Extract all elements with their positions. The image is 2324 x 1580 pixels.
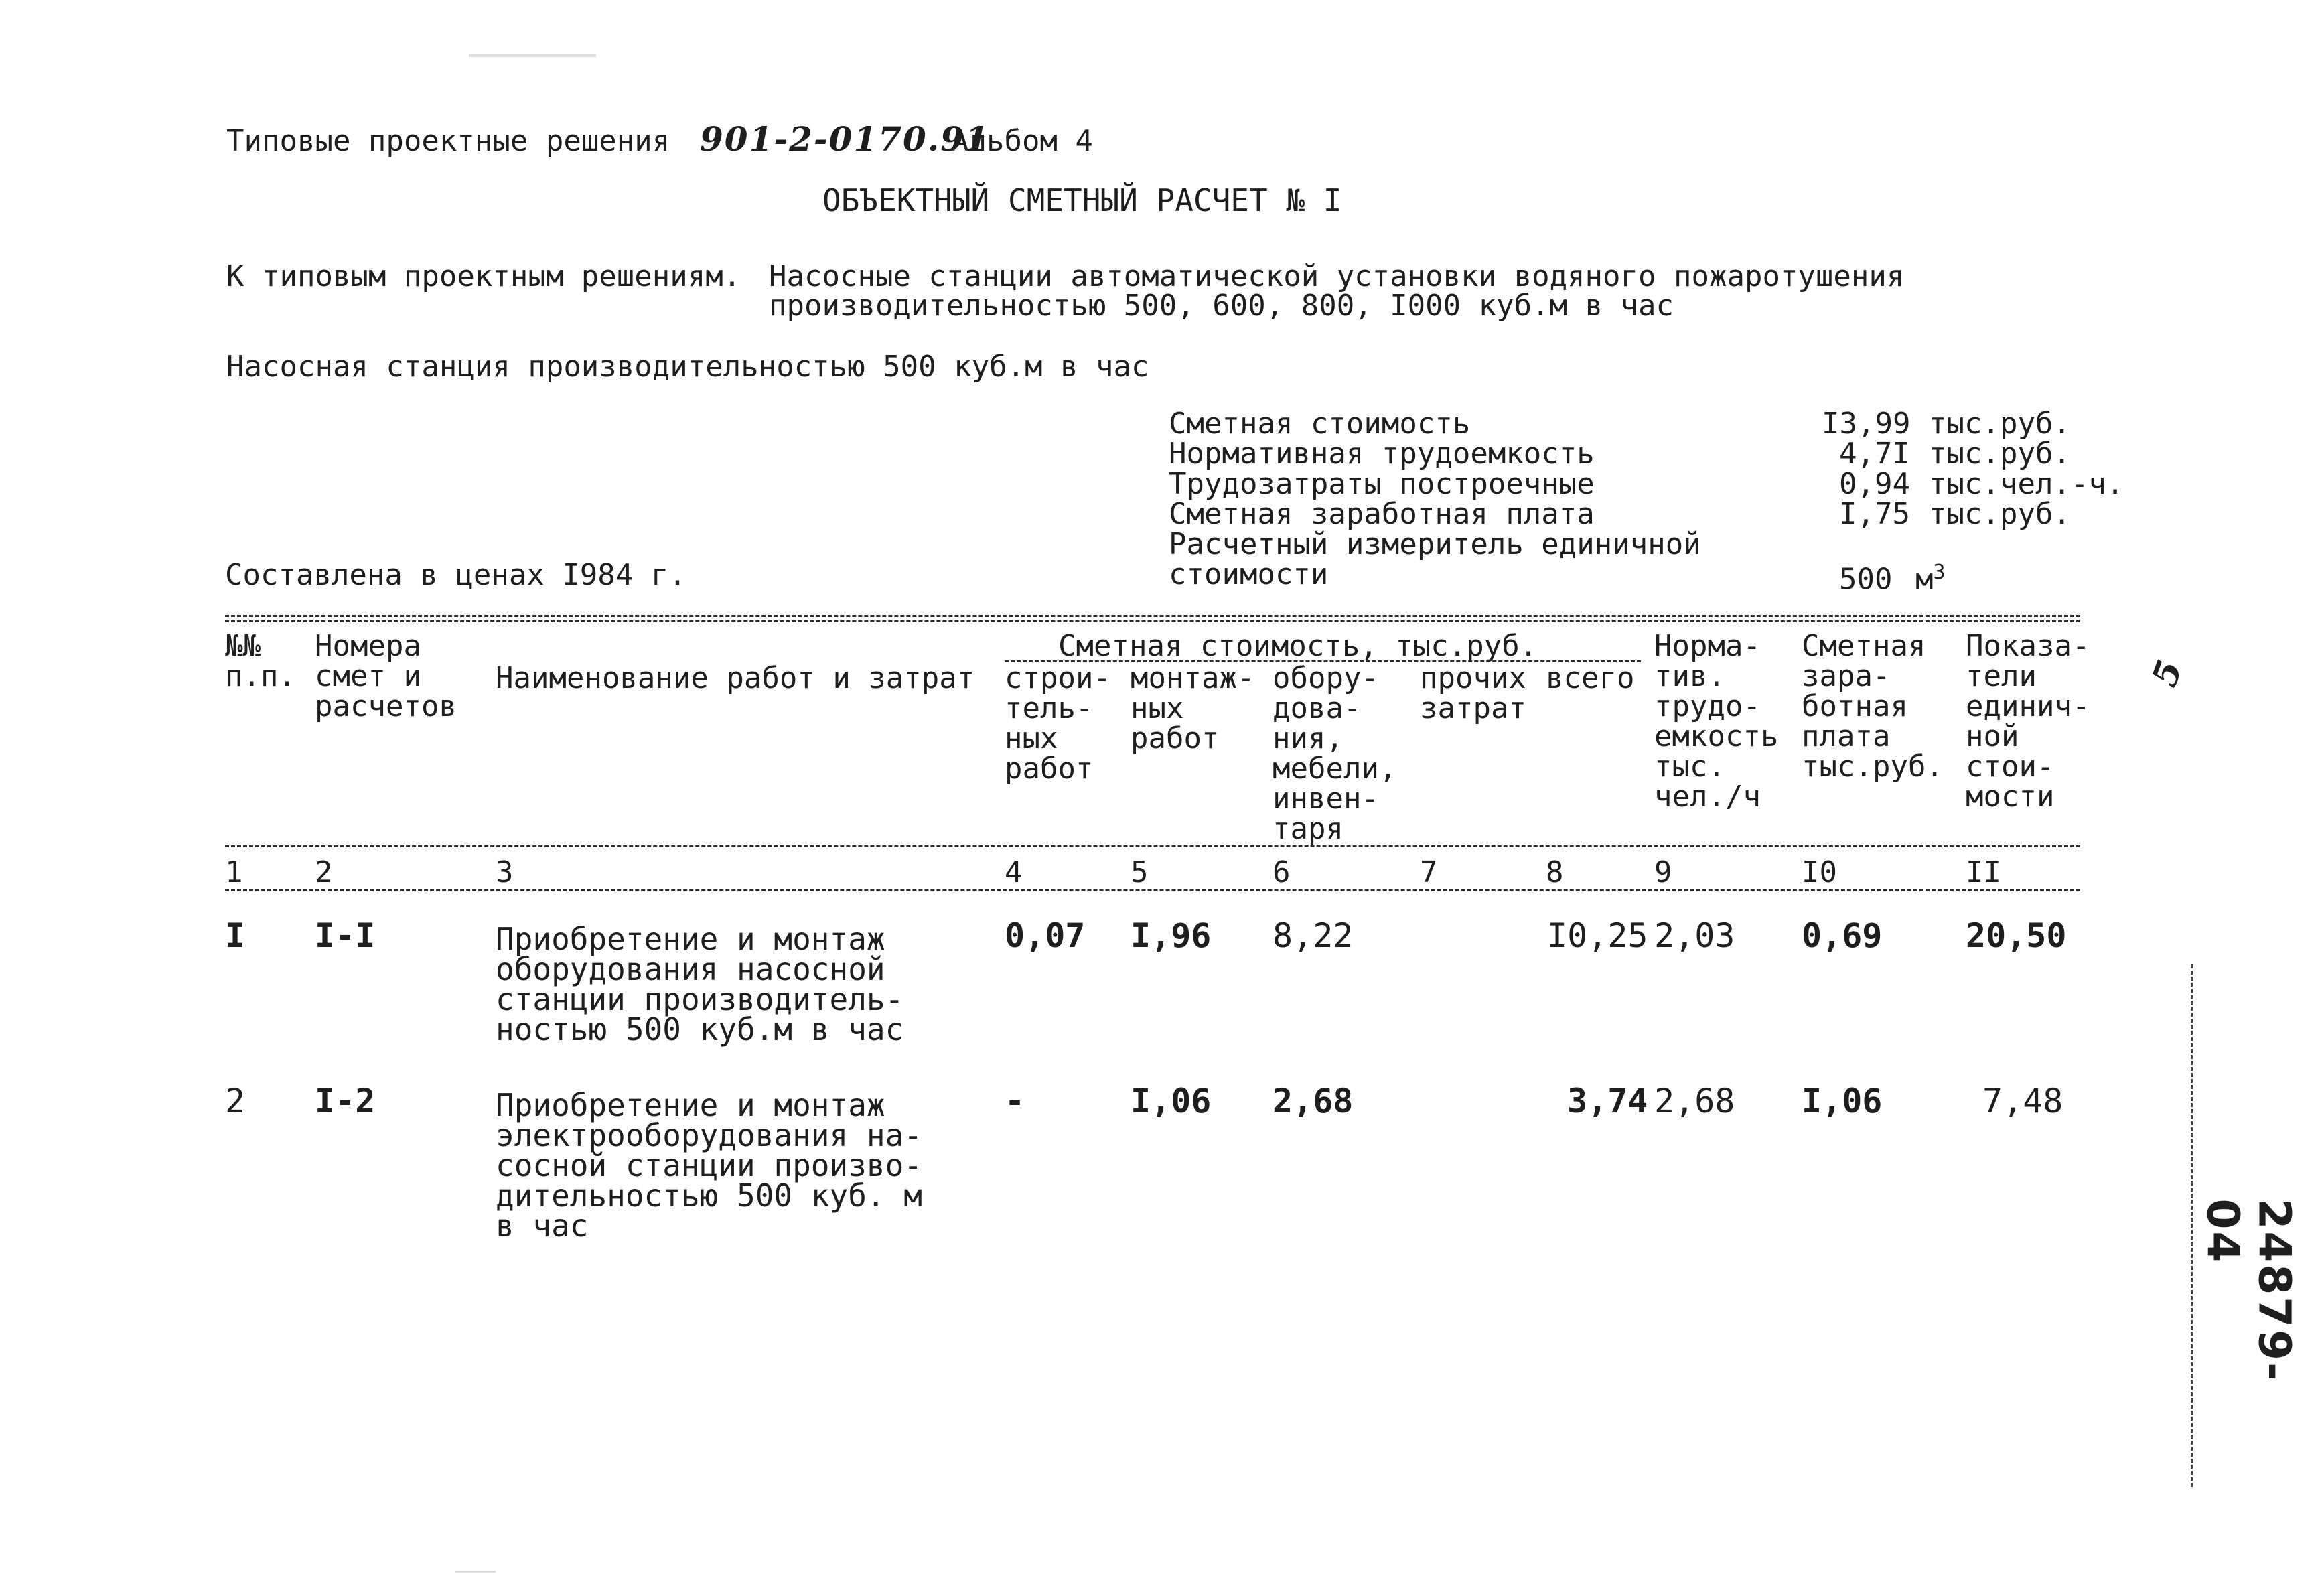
col-number: II: [1966, 855, 2001, 889]
col-number: 1: [225, 855, 243, 889]
row2-total: 3,74: [1567, 1082, 1648, 1121]
col-header-number: №№ п.п.: [225, 629, 296, 693]
col-number: 3: [496, 855, 514, 889]
subject-line-1: Насосные станции автоматической установки водяного пожаротушения: [769, 259, 1905, 293]
measure-label-1: Расчетный измеритель единичной: [1169, 527, 1701, 561]
album-label: Альбом 4: [951, 124, 1093, 158]
row1-unit-cost: 20,50: [1966, 916, 2067, 955]
summary-value: 4,7I: [1839, 437, 1910, 471]
row2-equipment: 2,68: [1273, 1082, 1354, 1121]
subject-line-2: производительностью 500, 600, 800, I000 куб.м в час: [769, 289, 1674, 323]
summary-unit: тыс.чел.-ч.: [1929, 467, 2124, 501]
summary-label: Сметная заработная плата: [1169, 497, 1595, 531]
row2-unit-cost: 7,48: [1982, 1082, 2063, 1121]
table-top-rule-2: [225, 620, 2080, 622]
subject-prefix: К типовым проектным решениям.: [226, 259, 741, 293]
summary-unit: тыс.руб.: [1929, 437, 2071, 471]
table-top-rule: [225, 615, 2080, 617]
row2-construction: -: [1005, 1082, 1025, 1121]
row2-mounting: I,06: [1131, 1082, 1212, 1121]
col-header-unit-cost: Показа- тели единич- ной стои- мости: [1966, 629, 2090, 814]
col-header-wage: Сметная зара- ботная плата тыс.руб.: [1802, 629, 1944, 784]
summary-label: Трудозатраты построечные: [1169, 467, 1595, 501]
station-title: Насосная станция производительностью 500 куб.м в час: [226, 350, 1149, 384]
col-number: 5: [1131, 855, 1149, 889]
measure-unit-power: 3: [1933, 561, 1946, 584]
row1-total: I0,25: [1547, 916, 1648, 955]
side-stamp: 24879-04: [2197, 1198, 2301, 1383]
document-title: ОБЪЕКТНЫЙ СМЕТНЫЙ РАСЧЕТ № I: [822, 182, 1342, 218]
row1-name: Приобретение и монтаж оборудования насосной станции производитель- ностью 500 куб.м в час: [496, 921, 904, 1048]
col-number: 2: [315, 855, 333, 889]
row1-wage: 0,69: [1802, 916, 1883, 955]
row1-equipment: 8,22: [1273, 916, 1354, 955]
group-header-cost: Сметная стоимость, тыс.руб.: [1058, 629, 1538, 663]
col-header-name: Наименование работ и затрат: [496, 661, 975, 695]
col-number: 4: [1005, 855, 1023, 889]
measure-label-2: стоимости: [1169, 557, 1329, 591]
summary-value: I3,99: [1822, 407, 1911, 441]
summary-value: I,75: [1839, 497, 1910, 531]
row2-labor: 2,68: [1654, 1082, 1735, 1121]
row1-number: I: [225, 916, 246, 955]
summary-value: 0,94: [1839, 467, 1910, 501]
row2-code: I-2: [315, 1082, 376, 1121]
col-number: 7: [1420, 855, 1438, 889]
row2-name: Приобретение и монтаж электрооборудования на- сосной станции произво- дительностью 500 куб. м в час: [496, 1087, 922, 1244]
col-number: 8: [1546, 855, 1564, 889]
row1-code: I-I: [315, 916, 376, 955]
col-number: 6: [1273, 855, 1291, 889]
binding-line: [2191, 964, 2193, 1487]
series-number: 901-2-0170.91: [700, 119, 990, 159]
col-number: I0: [1802, 855, 1837, 889]
col-number: 9: [1654, 855, 1672, 889]
row1-construction: 0,07: [1005, 916, 1086, 955]
compiled-note: Составлена в ценах I984 г.: [225, 558, 686, 592]
scan-smudge: [455, 1571, 496, 1573]
col-header-labor: Норма- тив. трудо- емкость тыс. чел./ч: [1654, 629, 1779, 814]
col-header-construction: строи- тель- ных работ: [1005, 661, 1111, 786]
measure-unit: м: [1915, 562, 1934, 597]
col-header-codes: Номера смет и расчетов: [315, 629, 457, 723]
summary-label: Сметная стоимость: [1169, 407, 1471, 441]
summary-unit: тыс.руб.: [1929, 497, 2071, 531]
row2-wage: I,06: [1802, 1082, 1883, 1121]
series-label: Типовые проектные решения: [226, 124, 670, 158]
measure-number: 500: [1839, 562, 1893, 597]
scan-smudge: [469, 54, 596, 57]
row1-labor: 2,03: [1654, 916, 1735, 955]
col-header-equipment: обору- дова- ния, мебели, инвен- таря: [1273, 661, 1397, 846]
col-header-mounting: монтаж- ных работ: [1131, 661, 1255, 756]
summary-label: Нормативная трудоемкость: [1169, 437, 1595, 471]
corner-mark: 5: [2144, 655, 2191, 692]
summary-unit: тыс.руб.: [1929, 407, 2071, 441]
col-header-other: прочих затрат: [1420, 661, 1526, 725]
colnum-bottom-rule: [225, 889, 2080, 891]
row2-number: 2: [225, 1082, 246, 1121]
measure-value: [1839, 557, 1946, 595]
col-header-total: всего: [1546, 661, 1635, 695]
header-bottom-rule: [225, 845, 2080, 847]
row1-mounting: I,96: [1131, 916, 1212, 955]
